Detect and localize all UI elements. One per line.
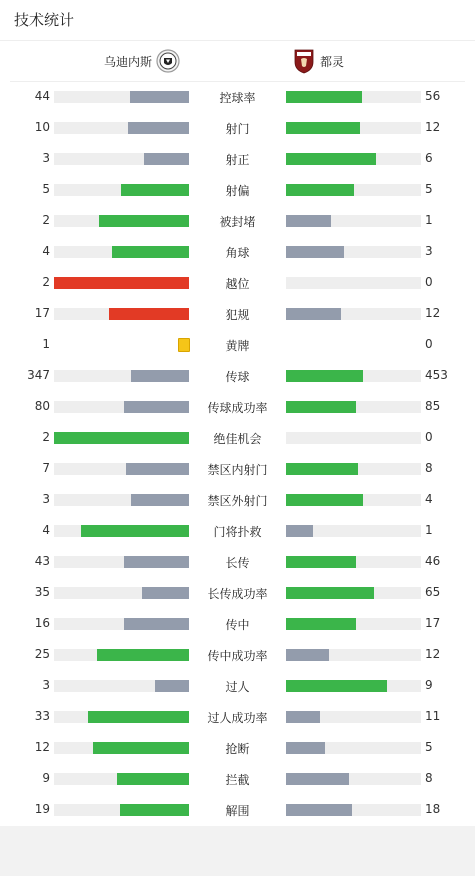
away-bar-track [286, 742, 421, 754]
away-team[interactable] [292, 41, 348, 81]
away-value: 1 [425, 523, 433, 537]
stat-row [0, 422, 475, 453]
stat-row [0, 391, 475, 422]
home-bar-track [54, 246, 189, 258]
stat-row [0, 577, 475, 608]
home-bar-fill [142, 587, 189, 599]
away-bar-track [286, 122, 421, 134]
home-bar-track [54, 742, 189, 754]
stat-row [0, 360, 475, 391]
home-bar-fill [124, 556, 189, 568]
home-bar-track [54, 494, 189, 506]
home-bar-track [54, 432, 189, 444]
away-bar-fill [286, 556, 356, 568]
home-bar-fill [109, 308, 189, 320]
stat-label: 禁区外射门 [207, 494, 268, 508]
stat-row [0, 701, 475, 732]
away-value: 5 [425, 182, 433, 196]
home-bar-fill [54, 277, 189, 289]
stat-label: 抢断 [225, 742, 250, 756]
stat-label: 长传 [225, 556, 250, 570]
stat-label: 绝佳机会 [213, 432, 262, 446]
stat-label: 传中成功率 [207, 649, 268, 663]
home-bar-track [54, 618, 189, 630]
home-bar-track [54, 804, 189, 816]
stat-label: 禁区内射门 [207, 463, 268, 477]
stat-label: 过人 [225, 680, 250, 694]
away-bar-fill [286, 215, 331, 227]
away-bar-track [286, 494, 421, 506]
stat-row [0, 484, 475, 515]
away-bar-fill [286, 711, 320, 723]
stat-row [0, 763, 475, 794]
home-bar-track [54, 215, 189, 227]
home-bar-fill [126, 463, 189, 475]
away-bar-track [286, 91, 421, 103]
away-value: 56 [425, 89, 441, 103]
home-value: 2 [42, 213, 50, 227]
away-value: 1 [425, 213, 433, 227]
panel-title: 技术统计 [0, 0, 475, 41]
stat-label: 越位 [225, 277, 250, 291]
away-bar-fill [286, 525, 313, 537]
home-bar-track [54, 122, 189, 134]
away-bar-track [286, 804, 421, 816]
away-bar-track [286, 556, 421, 568]
stat-label: 门将扑救 [213, 525, 262, 539]
away-bar-track [286, 215, 421, 227]
stat-label: 黄牌 [225, 339, 250, 353]
away-value: 12 [425, 306, 441, 320]
home-bar-track [54, 680, 189, 692]
home-bar-fill [124, 618, 189, 630]
away-value: 8 [425, 461, 433, 475]
teams-header [10, 41, 465, 82]
away-bar-fill [286, 773, 349, 785]
home-bar-fill [93, 742, 189, 754]
away-value: 0 [425, 337, 433, 351]
away-bar-fill [286, 494, 363, 506]
away-bar-fill [286, 184, 354, 196]
away-value: 6 [425, 151, 433, 165]
stat-label: 被封堵 [219, 215, 256, 229]
stat-label: 射正 [225, 153, 250, 167]
stat-label: 传球 [225, 370, 250, 384]
home-value: 4 [42, 244, 50, 258]
stat-label: 解围 [225, 804, 250, 818]
away-value: 85 [425, 399, 441, 413]
away-bar-track [286, 308, 421, 320]
away-value: 17 [425, 616, 441, 630]
home-bar-fill [120, 804, 189, 816]
away-bar-track [286, 277, 421, 289]
home-team-name: 乌迪内斯 [103, 54, 152, 69]
away-bar-fill [286, 308, 341, 320]
away-bar-track [286, 649, 421, 661]
home-value: 7 [42, 461, 50, 475]
stat-row [0, 267, 475, 298]
away-value: 12 [425, 647, 441, 661]
away-bar-fill [286, 246, 344, 258]
home-value: 17 [34, 306, 50, 320]
away-team-name: 都灵 [320, 54, 345, 69]
home-bar-fill [124, 401, 189, 413]
home-bar-track [54, 773, 189, 785]
home-value: 44 [34, 89, 50, 103]
home-bar-fill [131, 494, 189, 506]
stat-row [0, 453, 475, 484]
home-bar-fill [97, 649, 189, 661]
stat-label: 控球率 [219, 91, 256, 105]
away-bar-track [286, 618, 421, 630]
home-value: 1 [42, 337, 50, 351]
stat-row [0, 236, 475, 267]
home-bar-fill [121, 184, 189, 196]
home-bar-track [54, 277, 189, 289]
home-value: 19 [34, 802, 50, 816]
away-bar-fill [286, 153, 376, 165]
stat-label: 射门 [225, 122, 250, 136]
home-value: 16 [34, 616, 50, 630]
home-value: 33 [34, 709, 50, 723]
home-value: 3 [42, 678, 50, 692]
stat-row [0, 329, 475, 360]
home-value: 25 [34, 647, 50, 661]
away-bar-track [286, 246, 421, 258]
away-value: 12 [425, 120, 441, 134]
home-bar-track [54, 184, 189, 196]
stat-label: 传球成功率 [207, 401, 268, 415]
stat-row [0, 732, 475, 763]
home-value: 2 [42, 275, 50, 289]
away-bar-fill [286, 680, 387, 692]
home-bar-fill [81, 525, 189, 537]
away-value: 0 [425, 430, 433, 444]
stat-row [0, 608, 475, 639]
away-value: 3 [425, 244, 433, 258]
stat-label: 角球 [225, 246, 250, 260]
home-bar-track [54, 587, 189, 599]
stat-label: 长传成功率 [207, 587, 268, 601]
away-bar-track [286, 184, 421, 196]
home-bar-track [54, 649, 189, 661]
away-bar-track [286, 711, 421, 723]
away-value: 18 [425, 802, 441, 816]
away-bar-track [286, 401, 421, 413]
stat-label: 犯规 [225, 308, 250, 322]
away-value: 46 [425, 554, 441, 568]
stat-label: 拦截 [225, 773, 250, 787]
home-bar-track [54, 308, 189, 320]
away-bar-fill [286, 370, 363, 382]
away-bar-track [286, 680, 421, 692]
home-value: 4 [42, 523, 50, 537]
home-bar-fill [112, 246, 189, 258]
away-value: 5 [425, 740, 433, 754]
stat-row [0, 143, 475, 174]
away-value: 9 [425, 678, 433, 692]
away-bar-fill [286, 587, 374, 599]
stat-row [0, 639, 475, 670]
away-bar-fill [286, 618, 356, 630]
home-value: 43 [34, 554, 50, 568]
away-bar-track [286, 587, 421, 599]
away-bar-fill [286, 649, 329, 661]
home-bar-fill [144, 153, 189, 165]
home-value: 3 [42, 151, 50, 165]
stat-row [0, 670, 475, 701]
stat-label: 过人成功率 [207, 711, 268, 725]
away-bar-fill [286, 742, 325, 754]
away-bar-track [286, 463, 421, 475]
home-bar-fill [131, 370, 189, 382]
udinese-crest-icon [156, 49, 180, 73]
home-bar-fill [54, 432, 189, 444]
stat-row [0, 546, 475, 577]
stat-row [0, 205, 475, 236]
away-value: 4 [425, 492, 433, 506]
stat-row [0, 112, 475, 143]
away-bar-fill [286, 91, 362, 103]
home-bar-track [54, 525, 189, 537]
home-bar-track [54, 711, 189, 723]
home-bar-track [54, 401, 189, 413]
away-bar-fill [286, 122, 360, 134]
stat-row [0, 81, 475, 112]
stat-label: 传中 [225, 618, 250, 632]
home-bar-track [54, 370, 189, 382]
away-value: 11 [425, 709, 441, 723]
away-bar-track [286, 370, 421, 382]
home-bar-track [54, 556, 189, 568]
away-bar-track [286, 525, 421, 537]
stat-row [0, 794, 475, 825]
home-value: 12 [34, 740, 50, 754]
home-bar-fill [128, 122, 189, 134]
stat-row [0, 298, 475, 329]
home-bar-track [54, 153, 189, 165]
home-value: 347 [27, 368, 50, 382]
home-bar-fill [88, 711, 189, 723]
stat-row [0, 515, 475, 546]
home-value: 3 [42, 492, 50, 506]
stat-label: 射偏 [225, 184, 250, 198]
home-value: 2 [42, 430, 50, 444]
home-bar-track [54, 91, 189, 103]
home-bar-fill [99, 215, 189, 227]
away-bar-track [286, 432, 421, 444]
home-value: 80 [34, 399, 50, 413]
home-value: 35 [34, 585, 50, 599]
home-value: 5 [42, 182, 50, 196]
home-bar-fill [155, 680, 189, 692]
home-value: 9 [42, 771, 50, 785]
away-bar-track [286, 153, 421, 165]
torino-crest-icon [292, 49, 316, 73]
away-value: 8 [425, 771, 433, 785]
home-bar-fill [130, 91, 189, 103]
home-value: 10 [34, 120, 50, 134]
home-bar-track [54, 463, 189, 475]
away-bar-fill [286, 804, 352, 816]
home-bar-fill [117, 773, 189, 785]
away-bar-fill [286, 463, 358, 475]
stat-row [0, 174, 475, 205]
away-value: 453 [425, 368, 448, 382]
stats-list [0, 81, 475, 825]
away-bar-fill [286, 401, 356, 413]
away-value: 65 [425, 585, 441, 599]
home-team[interactable] [100, 41, 180, 81]
away-value: 0 [425, 275, 433, 289]
away-bar-track [286, 773, 421, 785]
